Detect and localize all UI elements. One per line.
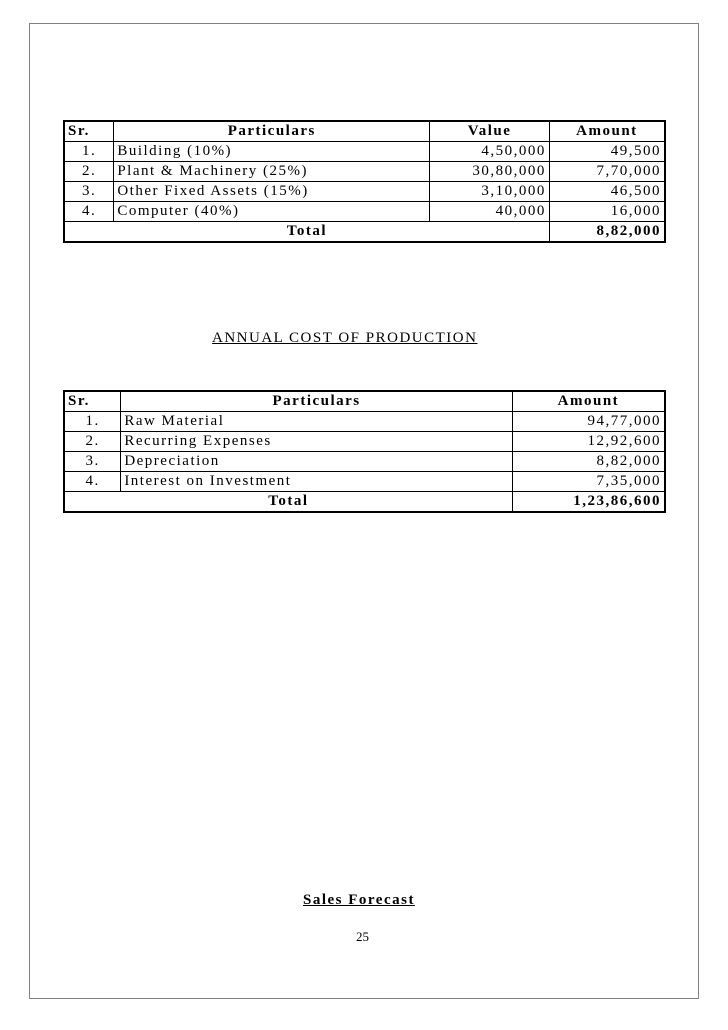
cell-amount: 7,35,000 — [512, 472, 665, 492]
cell-sr: 3. — [64, 182, 114, 202]
header-value: Value — [430, 121, 550, 142]
page-number: 25 — [356, 929, 369, 944]
header-particulars: Particulars — [121, 391, 513, 412]
cell-value: 40,000 — [430, 202, 550, 222]
table-row — [64, 182, 665, 202]
section-heading-cost-of-production: ANNUAL COST OF PRODUCTION — [212, 330, 478, 346]
cell-amount: 46,500 — [549, 182, 665, 202]
cell-particulars: Recurring Expenses — [121, 432, 513, 452]
cell-particulars: Interest on Investment — [121, 472, 513, 492]
cell-amount: 8,82,000 — [512, 452, 665, 472]
total-row — [64, 492, 665, 513]
cell-sr: 2. — [64, 432, 121, 452]
cell-sr: 1. — [64, 412, 121, 432]
cell-particulars: Raw Material — [121, 412, 513, 432]
total-amount: 8,82,000 — [549, 222, 665, 243]
cell-amount: 16,000 — [549, 202, 665, 222]
cell-amount: 7,70,000 — [549, 162, 665, 182]
cell-value: 3,10,000 — [430, 182, 550, 202]
cell-sr: 4. — [64, 202, 114, 222]
table-header-row — [64, 391, 665, 412]
total-amount: 1,23,86,600 — [512, 492, 665, 513]
cell-particulars: Computer (40%) — [114, 202, 430, 222]
table-header-row — [64, 121, 665, 142]
table-row — [64, 432, 665, 452]
table-row — [64, 412, 665, 432]
total-label: Total — [64, 492, 512, 513]
depreciation-table — [63, 120, 666, 243]
cell-value: 4,50,000 — [430, 142, 550, 162]
cell-particulars: Plant & Machinery (25%) — [114, 162, 430, 182]
cell-sr: 2. — [64, 162, 114, 182]
cell-sr: 1. — [64, 142, 114, 162]
cell-value: 30,80,000 — [430, 162, 550, 182]
header-amount: Amount — [549, 121, 665, 142]
cell-amount: 94,77,000 — [512, 412, 665, 432]
total-row — [64, 222, 665, 243]
header-sr: Sr. — [64, 391, 121, 412]
total-label: Total — [64, 222, 549, 243]
cell-particulars: Other Fixed Assets (15%) — [114, 182, 430, 202]
header-particulars: Particulars — [114, 121, 430, 142]
table-row — [64, 142, 665, 162]
cell-amount: 12,92,600 — [512, 432, 665, 452]
table-row — [64, 472, 665, 492]
table-row — [64, 202, 665, 222]
cost-of-production-table — [63, 390, 666, 513]
header-sr: Sr. — [64, 121, 114, 142]
table-row — [64, 162, 665, 182]
cell-sr: 4. — [64, 472, 121, 492]
table-row — [64, 452, 665, 472]
cell-particulars: Depreciation — [121, 452, 513, 472]
cell-particulars: Building (10%) — [114, 142, 430, 162]
section-heading-sales-forecast: Sales Forecast — [303, 892, 415, 908]
cell-sr: 3. — [64, 452, 121, 472]
cell-amount: 49,500 — [549, 142, 665, 162]
header-amount: Amount — [512, 391, 665, 412]
